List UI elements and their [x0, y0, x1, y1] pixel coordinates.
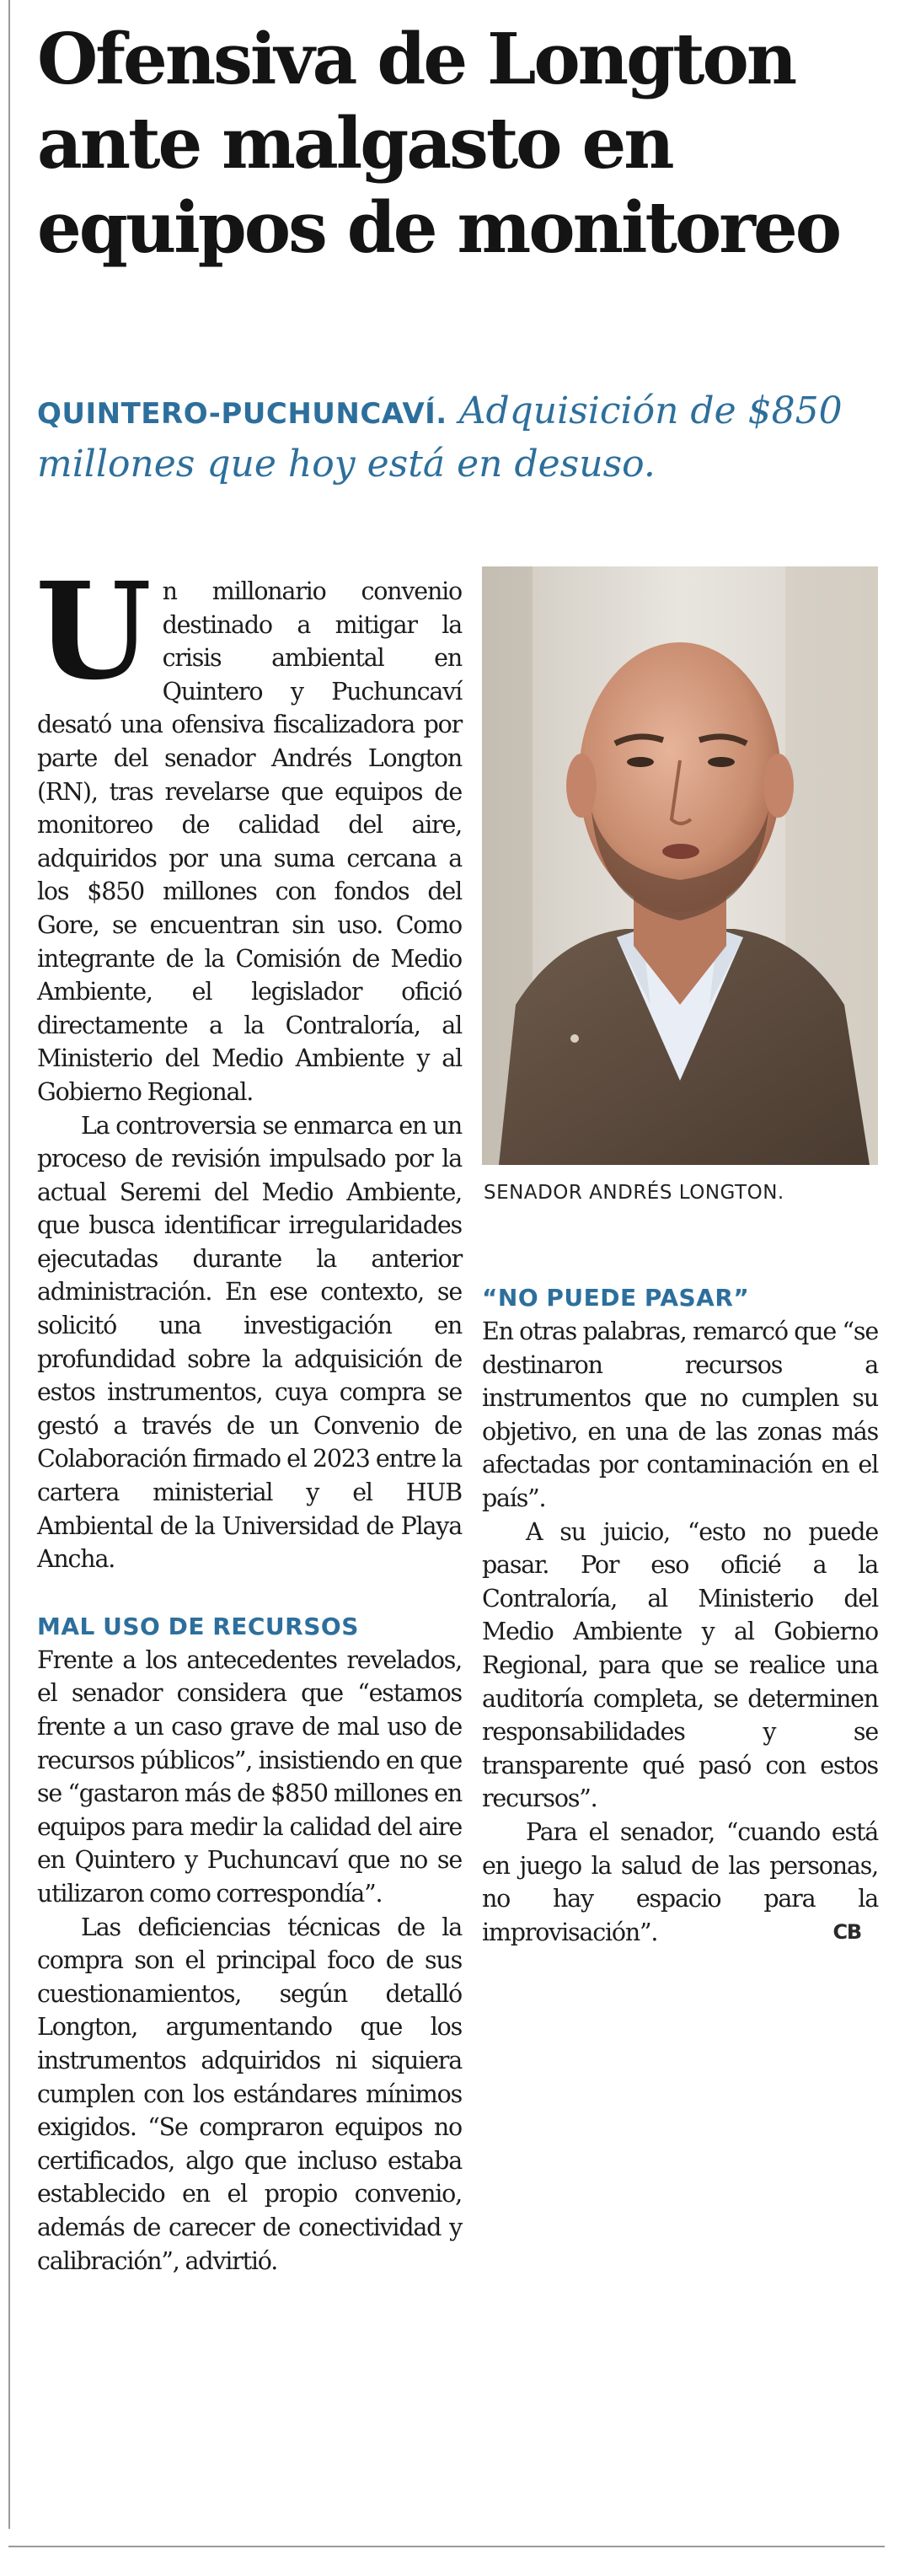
- headline-line: ante malgasto en: [37, 102, 672, 185]
- paragraph: [482, 1816, 878, 1949]
- paragraph: En otras palabras, remarcó que “se destinaron recursos a instrumentos que no cumplen su objetivo, en una de las zonas más afectadas por contaminación en el país”.: [482, 1318, 878, 1512]
- subheadline-text: Adquisición de $850 millones que hoy está en desuso.: [37, 389, 843, 486]
- location-tag: QUINTERO-PUCHUNCAVÍ.: [37, 397, 447, 431]
- headline: [37, 17, 897, 270]
- article-column-right: [482, 1248, 878, 1949]
- article-column-left: [35, 554, 462, 2278]
- end-mark-icon: CB: [832, 1919, 861, 1944]
- paragraph: Las deficiencias técnicas de la compra son el principal foco de sus cuestionamientos, según detalló Longton, argumentando que los instrumentos adquiridos ni siquiera cumplen con los estándares mínimos exigidos. “Se compraron equipos no certificados, algo que incluso estaba establecido en el propio convenio, además de carecer de conectividad y calibración”, advirtió.: [37, 1913, 462, 2275]
- headline-line: Ofensiva de Longton: [37, 18, 795, 100]
- portrait-illustration: [482, 566, 878, 1165]
- drop-cap: U: [35, 554, 151, 710]
- left-column-rule: [8, 0, 10, 2529]
- paragraph-text: n millonario convenio destinado a mitigar la crisis ambiental en Quintero y Puchuncaví desató una ofensiva fiscalizadora por parte del senador Andrés Longton (RN), tras revelarse que equipos de monitoreo de calidad del aire, adquiridos por una suma cercana a los $850 millones con fondos del Gore, se encuentran sin uso. Como integrante de la Comisión de Medio Ambiente, el legislador ofició directamente a la Contraloría, al Ministerio del Medio Ambiente y al Gobierno Regional.: [37, 577, 462, 1106]
- paragraph: Frente a los antecedentes revelados, el senador considera que “estamos frente a un caso grave de mal uso de recursos públicos”, insistiendo en que se “gastaron más de $850 millones en equipos para medir la calidad del aire en Quintero y Puchuncaví que no se utilizaron como correspondía”.: [37, 1645, 462, 1908]
- paragraph-text: Para el senador, “cuando está en juego la salud de las personas, no hay espacio para la improvisación”.: [482, 1817, 878, 1946]
- paragraph: A su juicio, “esto no puede pasar. Por eso oficié a la Contraloría, al Ministerio del Medio Ambiente y al Gobierno Regional, para que se realice una auditoría completa, se determinen responsabilidades y se transparente qué pasó con estos recursos”.: [482, 1517, 878, 1813]
- section-heading: “NO PUEDE PASAR”: [482, 1284, 750, 1312]
- section-heading: MAL USO DE RECURSOS: [37, 1612, 359, 1640]
- bottom-rule: [8, 2546, 885, 2547]
- paragraph: [35, 554, 462, 1109]
- photo-caption: SENADOR ANDRÉS LONGTON.: [484, 1182, 784, 1204]
- senator-photo: [482, 566, 878, 1165]
- subheadline: [37, 386, 888, 490]
- headline-line: equipos de monitoreo: [37, 186, 840, 269]
- paragraph: La controversia se enmarca en un proceso de revisión impulsado por la actual Seremi del Medio Ambiente, que busca identificar irregularidades ejecutadas durante la anterior administración. En ese contexto, se solicitó una investigación en profundidad sobre la adquisición de estos instrumentos, cuya compra se gestó a través de un Convenio de Colaboración firmado el 2023 entre la cartera ministerial y el HUB Ambiental de la Universidad de Playa Ancha.: [37, 1111, 462, 1574]
